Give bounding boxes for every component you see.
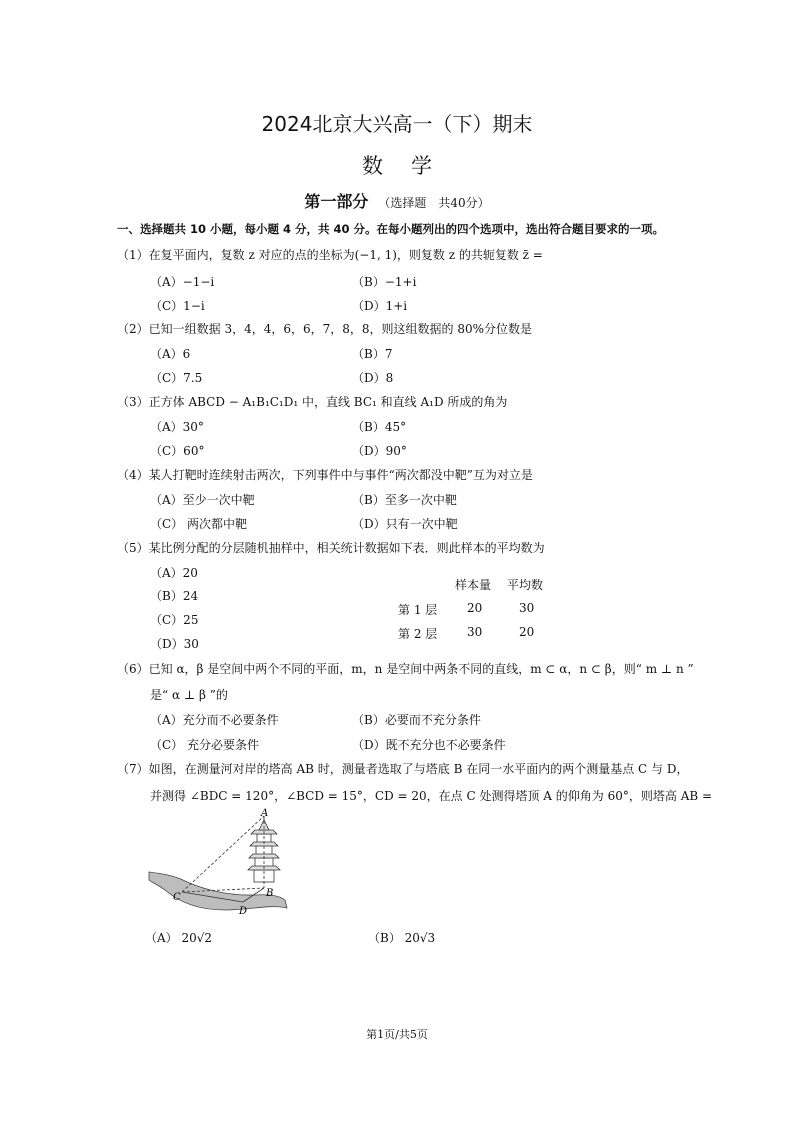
exam-title: 2024北京大兴高一（下）期末 xyxy=(261,112,533,136)
question-7-stem-cont: 并测得 ∠BDC = 120°，∠BCD = 15°，CD = 20，在点 C 处测得塔顶 A 的仰角为 60°，则塔高 AB = xyxy=(150,789,713,803)
measurement-lines xyxy=(182,816,264,892)
q5-option-a: （A）20 xyxy=(150,566,198,580)
q6-option-a: （A）充分而不必要条件 xyxy=(150,713,279,727)
table-header-mean: 平均数 xyxy=(507,578,544,592)
table-row-1-label: 第 1 层 xyxy=(398,603,438,617)
q7-option-b: （B） 20√3 xyxy=(368,931,436,945)
q6-option-c: （C） 充分必要条件 xyxy=(150,738,259,752)
q4-option-b: （B）至多一次中靶 xyxy=(352,493,457,507)
label-d: D xyxy=(239,906,248,917)
q5-option-b: （B）24 xyxy=(150,589,199,603)
question-5-stem: （5）某比例分配的分层随机抽样中，相关统计数据如下表．则此样本的平均数为 xyxy=(117,541,545,555)
question-3-stem: （3）正方体 ABCD − A₁B₁C₁D₁ 中，直线 BC₁ 和直线 A₁D 所成的角为 xyxy=(117,395,508,409)
question-4-stem: （4）某人打靶时连续射击两次，下列事件中与事件“两次都没中靶”互为对立是 xyxy=(117,468,533,482)
table-row-1-n: 20 xyxy=(467,601,483,615)
part-heading-note: （选择题 共40分） xyxy=(378,196,490,210)
q6-option-b: （B）必要而不充分条件 xyxy=(352,713,481,727)
q2-option-d: （D）8 xyxy=(352,371,394,385)
table-row-1-mean: 30 xyxy=(519,601,535,615)
tower-measurement-figure xyxy=(145,808,295,920)
q4-option-a: （A）至少一次中靶 xyxy=(150,493,255,507)
q1-option-d: （D）1+i xyxy=(352,299,408,313)
q3-option-b: （B）45° xyxy=(352,420,407,434)
label-a: A xyxy=(261,808,269,819)
q7-option-a: （A） 20√2 xyxy=(145,931,213,945)
q3-option-c: （C）60° xyxy=(150,444,205,458)
q1-option-c: （C）1−i xyxy=(150,299,205,313)
table-row-2-n: 30 xyxy=(467,625,483,639)
q3-option-d: （D）90° xyxy=(352,444,407,458)
question-6-stem-cont: 是“ α ⊥ β ”的 xyxy=(150,688,228,702)
question-2-stem: （2）已知一组数据 3，4，4，6，6，7，8，8，则这组数据的 80%分位数是 xyxy=(117,322,533,336)
table-row-2-mean: 20 xyxy=(519,625,535,639)
part-heading-label: 第一部分 xyxy=(304,192,369,211)
label-b: B xyxy=(266,888,274,899)
q1-option-a: （A）−1−i xyxy=(150,275,215,289)
q5-option-c: （C）25 xyxy=(150,613,199,627)
table-row-2-label: 第 2 层 xyxy=(398,627,438,641)
page-footer: 第1页/共5页 xyxy=(366,1028,428,1041)
q2-option-c: （C）7.5 xyxy=(150,371,203,385)
q2-option-a: （A）6 xyxy=(150,347,191,361)
part-heading xyxy=(0,189,794,212)
q3-option-a: （A）30° xyxy=(150,420,204,434)
question-1-stem: （1）在复平面内，复数 z 对应的点的坐标为(−1, 1)，则复数 z 的共轭复数 z̄ = xyxy=(117,248,543,262)
q5-option-d: （D）30 xyxy=(150,637,199,651)
table-header-n: 样本量 xyxy=(455,578,492,592)
question-7-stem: （7）如图，在测量河对岸的塔高 AB 时，测量者选取了与塔底 B 在同一水平面内的两个测量基点 C 与 D， xyxy=(117,762,689,776)
q4-option-c: （C） 两次都中靶 xyxy=(150,517,247,531)
q2-option-b: （B）7 xyxy=(352,347,393,361)
q4-option-d: （D）只有一次中靶 xyxy=(352,517,458,531)
question-6-stem: （6）已知 α，β 是空间中两个不同的平面，m，n 是空间中两条不同的直线，m ⊂ α，n ⊂ β，则“ m ⊥ n ” xyxy=(117,662,694,676)
q1-option-b: （B）−1+i xyxy=(352,275,417,289)
q6-option-d: （D）既不充分也不必要条件 xyxy=(352,738,506,752)
section-instruction: 一、选择题共 10 小题，每小题 4 分，共 40 分。在每小题列出的四个选项中，选出符合题目要求的一项。 xyxy=(117,222,665,236)
label-c: C xyxy=(173,892,181,903)
subject-title: 数学 xyxy=(362,154,460,178)
